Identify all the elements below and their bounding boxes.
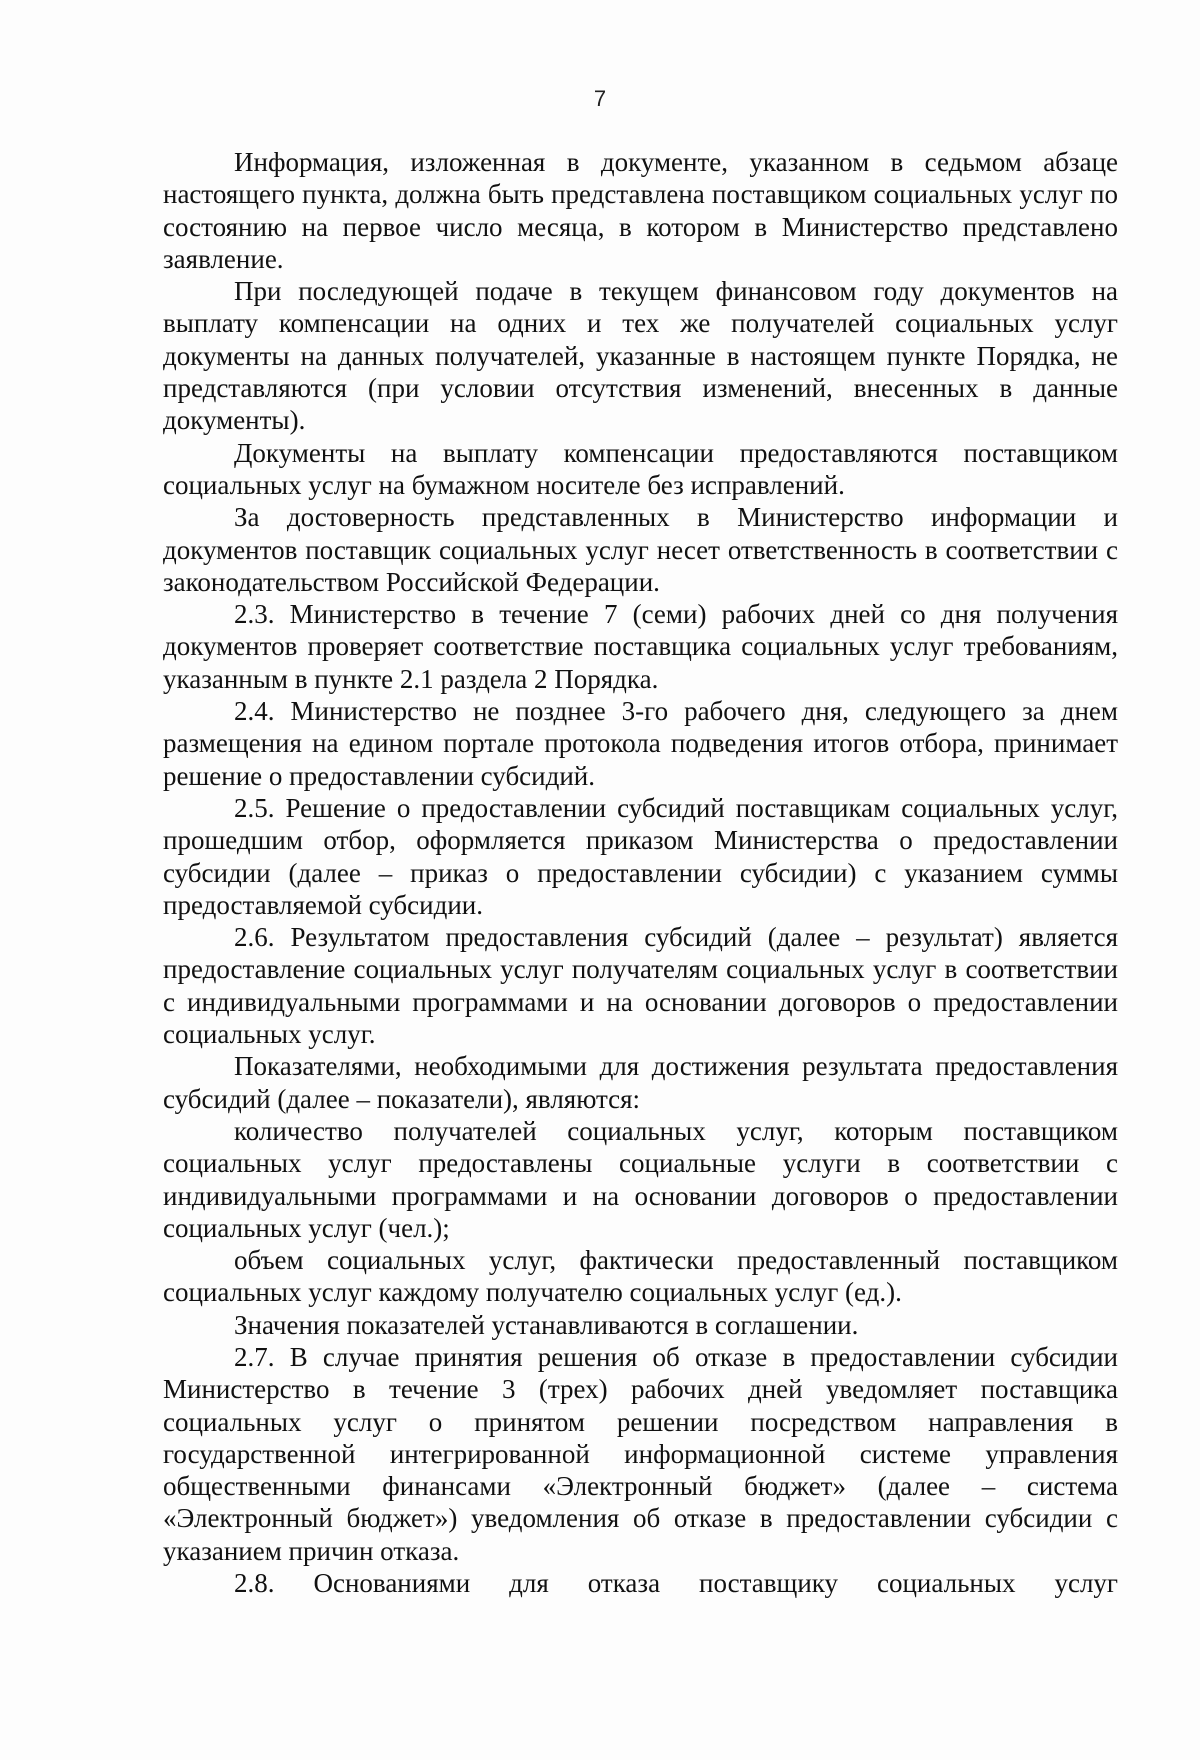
- paragraph: 2.5. Решение о предоставлении субсидий поставщикам социальных услуг, прошедшим отбор, оформляется приказом Министерства о предоставлении субсидии (далее – приказ о предоставлении субсидии) с указанием суммы предоставляемой субсидии.: [163, 792, 1118, 920]
- page-number: 7: [593, 86, 607, 111]
- paragraph: 2.4. Министерство не позднее 3-го рабочего дня, следующего за днем размещения на едином портале протокола подведения итогов отбора, принимает решение о предоставлении субсидий.: [163, 696, 1118, 791]
- paragraph: количество получателей социальных услуг, которым поставщиком социальных услуг предоставлены социальные услуги в соответствии с индивидуальными программами и на основании договоров о предоставлении социальных услуг (чел.);: [163, 1115, 1118, 1243]
- paragraph: объем социальных услуг, фактически предоставленный поставщиком социальных услуг каждому получателю социальных услуг (ед.).: [163, 1245, 1118, 1308]
- paragraph: Значения показателей устанавливаются в соглашении.: [234, 1309, 859, 1340]
- paragraph: При последующей подаче в текущем финансовом году документов на выплату компенсации на одних и тех же получателей социальных услуг документы на данных получателей, указанные в настоящем пункте Порядка, не представляются (при условии отсутствия изменений, внесенных в данные документы).: [163, 276, 1118, 436]
- document-body: [163, 146, 1118, 1599]
- paragraph: Документы на выплату компенсации предоставляются поставщиком социальных услуг на бумажном носителе без исправлений.: [163, 437, 1118, 500]
- paragraph: 2.8. Основаниями для отказа поставщику социальных услуг: [234, 1568, 1118, 1599]
- paragraph: 2.7. В случае принятия решения об отказе в предоставлении субсидии Министерство в течение 3 (трех) рабочих дней уведомляет поставщика социальных услуг о принятом решении посредством направления в государственной интегрированной информационной системе управления общественными финансами «Электронный бюджет» (далее – система «Электронный бюджет») уведомления об отказе в предоставлении субсидии с указанием причин отказа.: [163, 1341, 1118, 1566]
- paragraph: Показателями, необходимыми для достижения результата предоставления субсидий (далее – показатели), являются:: [163, 1051, 1118, 1114]
- paragraph: 2.6. Результатом предоставления субсидий (далее – результат) является предоставление социальных услуг получателям социальных услуг в соответствии с индивидуальными программами и на основании договоров о предоставлении социальных услуг.: [163, 922, 1118, 1050]
- paragraph: За достоверность представленных в Министерство информации и документов поставщик социальных услуг несет ответственность в соответствии с законодательством Российской Федерации.: [163, 502, 1118, 597]
- paragraph: 2.3. Министерство в течение 7 (семи) рабочих дней со дня получения документов проверяет соответствие поставщика социальных услуг требованиям, указанным в пункте 2.1 раздела 2 Порядка.: [163, 599, 1118, 694]
- paragraph: Информация, изложенная в документе, указанном в седьмом абзаце настоящего пункта, должна быть представлена поставщиком социальных услуг по состоянию на первое число месяца, в котором в Министерство представлено заявление.: [163, 147, 1118, 274]
